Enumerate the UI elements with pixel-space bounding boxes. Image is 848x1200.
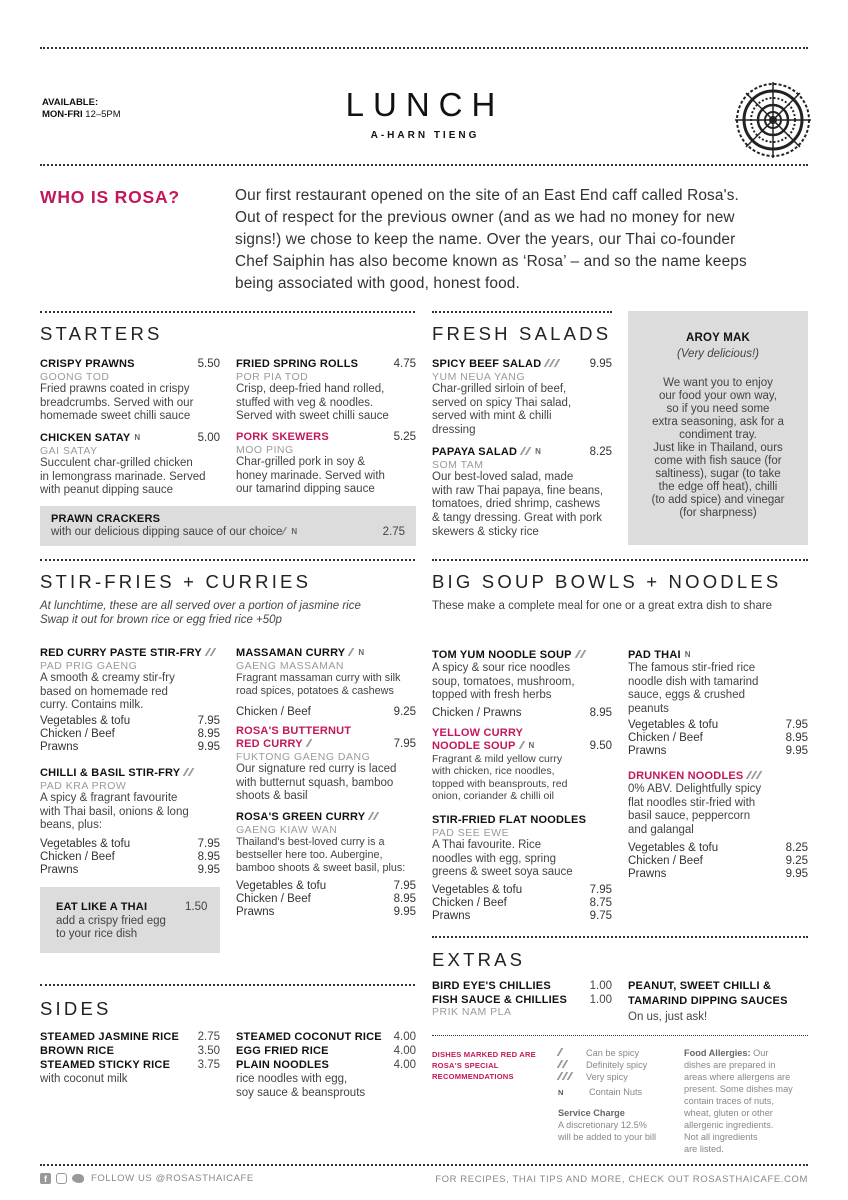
item-name: PAD THAI (628, 649, 681, 661)
section-title-starters: STARTERS (40, 323, 163, 344)
item-desc: Thailand's best-loved curry is a (236, 836, 385, 849)
item-desc: Succulent char-grilled chicken (40, 457, 193, 470)
option-row: Vegetables & tofu 7.95 (40, 838, 220, 851)
item-desc: to your rice dish (56, 928, 138, 940)
item-desc: bestseller here too. Aubergine, (236, 849, 383, 862)
item-desc: with Thai basil, onions & long (40, 805, 189, 818)
item-desc: and galangal (628, 823, 694, 836)
item-thai-name: PAD PRIG GAENG (40, 659, 138, 672)
item-desc: with raw Thai papaya, fine beans, (432, 484, 604, 497)
item-desc: with butternut squash, bamboo (236, 776, 394, 789)
section-title-salads: FRESH SALADS (432, 323, 612, 344)
option-row: Prawns 9.95 (628, 745, 808, 758)
item-name: STIR-FRIED FLAT NOODLES (432, 814, 587, 826)
item-desc: A Thai favourite. Rice (432, 839, 542, 852)
header-divider (40, 164, 808, 166)
item-thai-name: POR PIA TOD (236, 370, 309, 383)
option-row: Prawns 9.75 (432, 910, 612, 923)
aroy-mak-box (628, 311, 808, 545)
option-row: Chicken / Prawns 8.95 (432, 706, 612, 719)
item-name: PORK SKEWERS (236, 431, 329, 443)
item-name: NOODLE SOUP (432, 739, 516, 752)
menu-item-green-curry (236, 811, 416, 919)
intro-heading: WHO IS ROSA? (40, 187, 180, 207)
mandala-logo (733, 80, 813, 160)
item-name: ROSA'S GREEN CURRY (236, 811, 366, 823)
section-title-extras: EXTRAS (432, 949, 526, 970)
intro-line: Our first restaurant opened on the site of an East End caff called Rosa's. (235, 187, 739, 204)
item-name: PAPAYA SALAD (432, 446, 518, 458)
nut-icon: N (528, 740, 535, 750)
stir-note (40, 600, 361, 627)
item-desc: topped with beansprouts, red (432, 777, 568, 790)
item-name: CHICKEN SATAY (40, 432, 131, 444)
item-desc: Served with sweet chilli sauce (236, 410, 389, 423)
available-days: MON-FRI (42, 108, 83, 120)
legend-divider (432, 1035, 808, 1036)
nut-icon: N (684, 650, 691, 659)
section-title-stir-fries: STIR-FRIES + CURRIES (40, 571, 312, 592)
footer-divider (40, 1164, 808, 1166)
page-subtitle: A-HARN TIENG (370, 130, 480, 141)
note-line: At lunchtime, these are all served over a portion of jasmine rice (40, 600, 361, 612)
starters-divider (40, 311, 415, 313)
extra-item: FISH SAUCE & CHILLIES 1.00 (432, 994, 612, 1006)
menu-item-tom-yum-noodle-soup (432, 649, 612, 720)
item-desc: skewers & sticky rice (432, 525, 539, 538)
intro-line: signs!) we chose to keep the name. Over the years, our Thai co-founder (235, 231, 736, 248)
menu-item-pad-thai (628, 649, 808, 758)
option-row: Vegetables & tofu 8.25 (628, 842, 808, 855)
item-desc: road spices, potatoes & cashews (236, 685, 394, 698)
item-desc: Fragrant massaman curry with silk (236, 672, 401, 685)
chilli-icon (206, 647, 216, 660)
section-title-soup: BIG SOUP BOWLS + NOODLES (432, 571, 782, 592)
item-desc: rice noodles with egg, (236, 1073, 348, 1085)
option-row: Vegetables & tofu 7.95 (236, 879, 416, 892)
item-thai-name: GAI SATAY (40, 444, 98, 457)
sides-divider (40, 984, 415, 986)
item-thai-name: FUKTONG GAENG DANG (236, 750, 371, 763)
option-row: Chicken / Beef 9.25 (236, 705, 416, 718)
item-name: ROSA'S BUTTERNUT (236, 725, 352, 737)
chilli-icon (349, 647, 354, 660)
menu-item-chilli-basil-stir-fry (40, 767, 220, 877)
side-item: EGG FRIED RICE 4.00 (236, 1045, 416, 1057)
item-desc: The famous stir-fried rice (628, 661, 756, 674)
nut-icon: N (358, 648, 365, 657)
item-desc: A smooth & creamy stir-fry (40, 672, 175, 685)
eat-like-a-thai-box (40, 887, 220, 953)
service-charge-text: A discretionary 12.5% (558, 1120, 647, 1130)
menu-item-chicken-satay (40, 432, 220, 498)
item-desc: curry. Contains milk. (40, 699, 144, 712)
item-price: 7.95 (393, 738, 416, 750)
item-desc: topped with fresh herbs (432, 689, 552, 702)
item-desc: homemade sweet chilli sauce (40, 410, 191, 423)
side-item: PLAIN NOODLES 4.00 (236, 1059, 416, 1071)
note-line: Swap it out for brown rice or egg fried rice +50p (40, 613, 282, 626)
item-price: 5.50 (197, 358, 220, 370)
spice-legend: Can be spicy Definitely spicy Very spicy N Contain Nuts Service Charge A discretionary 12.5% will be added to your bill (558, 1047, 678, 1143)
extra-item: BIRD EYE'S CHILLIES 1.00 (432, 980, 612, 992)
item-desc: served on spicy Thai salad, (432, 396, 572, 409)
extras-list (432, 980, 612, 1018)
item-desc: add a crispy fried egg (56, 915, 166, 927)
menu-item-stir-fried-flat-noodles (432, 814, 612, 923)
item-desc: noodle dish with tamarind (628, 675, 759, 688)
item-price: 1.50 (185, 901, 208, 913)
sides-list-a (40, 1031, 220, 1087)
item-desc: based on homemade red (40, 685, 168, 698)
option-row: Chicken / Beef 8.95 (236, 892, 416, 905)
item-desc: with chicken, rice noodles, (432, 765, 555, 778)
item-name: FRIED SPRING ROLLS (236, 358, 359, 370)
item-desc: A spicy & fragrant favourite (40, 792, 178, 805)
soup-divider (432, 559, 808, 561)
chilli-icon (545, 358, 560, 371)
top-divider (40, 47, 808, 49)
chilli-icon (184, 767, 194, 780)
item-desc: beans, plus: (40, 819, 103, 832)
option-row: Vegetables & tofu 7.95 (40, 715, 220, 728)
item-thai-name: PAD KRA PROW (40, 779, 127, 792)
item-desc: greens & sweet soya sauce (432, 866, 573, 879)
chilli-icon (747, 770, 762, 783)
item-name: CRISPY PRAWNS (40, 358, 135, 370)
extras-divider (432, 936, 808, 938)
side-item: BROWN RICE 3.50 (40, 1045, 220, 1057)
option-row: Chicken / Beef 8.75 (432, 897, 612, 910)
chilli-icon (576, 649, 586, 662)
option-row: Prawns 9.95 (236, 905, 416, 918)
item-desc: in lemongrass marinade. Served (40, 470, 206, 483)
menu-item-crispy-prawns (40, 358, 220, 424)
menu-item-butternut-red-curry (236, 725, 416, 804)
facebook-icon[interactable]: f (40, 1173, 51, 1184)
menu-item-drunken-noodles (628, 770, 808, 881)
item-desc: soup, tomatoes, mushroom, (432, 675, 575, 688)
item-price: 9.50 (589, 740, 612, 752)
item-desc: basil sauce, peppercorn (628, 810, 751, 823)
item-name: MASSAMAN CURRY (236, 647, 346, 659)
item-thai-name: GAENG MASSAMAN (236, 659, 344, 672)
menu-item-spicy-beef-salad (432, 358, 612, 438)
red-dishes-note: DISHES MARKED RED ARE ROSA'S SPECIAL RECOMMENDATIONS (432, 1050, 536, 1081)
item-desc: & tangy dressing. Great with pork (432, 512, 603, 525)
extra-dipping-sauces (628, 980, 808, 1025)
item-desc: Our signature red curry is laced (236, 763, 397, 776)
item-desc: shoots & basil (236, 790, 308, 803)
intro-line: Out of respect for the previous owner (and as we had no money for new (235, 209, 735, 226)
item-thai-name: SOM TAM (432, 458, 484, 471)
menu-item-papaya-salad (432, 446, 612, 539)
available-hours: 12–5PM (85, 108, 121, 120)
aroy-subtitle: (Very delicious!) (676, 347, 760, 360)
social-links (40, 1173, 254, 1184)
menu-item-fried-spring-rolls (236, 358, 416, 424)
menu-item-yellow-curry-noodle-soup (432, 727, 612, 802)
item-desc: with our delicious dipping sauce of our choice (51, 526, 283, 538)
intro-line: Chef Saiphin has also become known as ‘Rosa’ – and so the name keeps (235, 253, 747, 270)
item-desc: A spicy & sour rice noodles (432, 661, 571, 674)
item-desc: our tamarind dipping sauce (236, 483, 375, 496)
menu-item-red-curry-paste-stir-fry (40, 647, 220, 754)
item-name: YELLOW CURRY (432, 727, 524, 739)
nut-icon: N (535, 447, 542, 456)
item-desc: noodles with egg, spring (432, 852, 557, 865)
nut-icon: N (291, 527, 298, 536)
item-price: 5.00 (197, 432, 220, 444)
item-desc: Our best-loved salad, made (432, 471, 574, 484)
item-name: DRUNKEN NOODLES (628, 770, 744, 782)
option-row: Prawns 9.95 (40, 741, 220, 754)
website-text[interactable]: FOR RECIPES, THAI TIPS AND MORE, CHECK OUT ROSASTHAICAFE.COM (435, 1174, 808, 1185)
item-desc: with peanut dipping sauce (40, 484, 173, 497)
item-name: PEANUT, SWEET CHILLI & (628, 980, 772, 992)
item-thai-name: PRIK NAM PLA (432, 1006, 512, 1018)
item-desc: Fried prawns coated in crispy (40, 383, 190, 396)
option-row: Vegetables & tofu 7.95 (432, 884, 612, 897)
item-thai-name: YUM NEUA YANG (432, 370, 526, 383)
service-charge-title: Service Charge (558, 1108, 625, 1118)
item-desc: flat noodles stir-fried with (628, 796, 756, 809)
option-row: Chicken / Beef 9.25 (628, 855, 808, 868)
item-desc: On us, just ask! (628, 1010, 708, 1023)
item-desc: honey marinade. Served with (236, 469, 385, 482)
chilli-icon (520, 740, 525, 753)
chilli-icon (558, 1071, 586, 1083)
item-thai-name: MOO PING (236, 443, 294, 456)
sides-list-b (236, 1031, 416, 1100)
option-row: Prawns 9.95 (40, 864, 220, 877)
item-desc: onion, coriander & chilli oil (432, 790, 554, 803)
item-thai-name: PAD SEE EWE (432, 826, 510, 839)
item-desc: with coconut milk (40, 1073, 128, 1085)
item-desc: soy sauce & beansprouts (236, 1086, 366, 1099)
intro-line: being associated with good, honest food. (235, 275, 520, 292)
available-label: AVAILABLE: (42, 97, 99, 108)
service-charge-text: will be added to your bill (558, 1132, 657, 1142)
food-allergies-note: Food Allergies: Our dishes are prepared in areas where allergens are present. Some dishes may contain traces of nuts, wheat, gluten or other allergenic ingredients. Not all ingredients are listed. (684, 1048, 793, 1154)
menu-item-massaman-curry (236, 647, 416, 719)
aroy-title: AROY MAK (685, 332, 750, 344)
item-name: PRAWN CRACKERS (51, 513, 161, 525)
soup-note: These make a complete meal for one or a great extra dish to share (432, 600, 773, 612)
prawn-crackers-box (40, 506, 416, 546)
item-price: 4.75 (393, 358, 416, 370)
item-name: TAMARIND DIPPING SAUCES (628, 994, 788, 1007)
side-item: STEAMED STICKY RICE 3.75 (40, 1059, 220, 1071)
item-name: RED CURRY PASTE STIR-FRY (40, 647, 202, 659)
option-row: Vegetables & tofu 7.95 (628, 719, 808, 732)
chilli-icon (307, 738, 312, 751)
item-thai-name: GAENG KIAW WAN (236, 823, 338, 836)
item-thai-name: GOONG TOD (40, 370, 110, 383)
item-price: 8.25 (589, 446, 612, 458)
item-desc: breadcrumbs. Served with our (40, 396, 194, 409)
item-desc: bamboo shoots & sweet basil, plus: (236, 861, 406, 874)
item-name: RED CURRY (236, 737, 303, 750)
availability (42, 97, 121, 121)
side-item: STEAMED JASMINE RICE 2.75 (40, 1031, 220, 1043)
item-desc: tomatoes, dried shrimp, cashews (432, 498, 601, 511)
item-desc: sauce, eggs & crushed (628, 689, 745, 702)
item-name: SPICY BEEF SALAD (432, 358, 542, 370)
chilli-icon (558, 1059, 586, 1071)
follow-us-text[interactable]: FOLLOW US @ROSASTHAICAFE (91, 1173, 254, 1184)
chilli-icon (369, 811, 379, 824)
menu-item-pork-skewers (236, 431, 416, 497)
instagram-icon[interactable] (56, 1173, 67, 1184)
item-desc: Crisp, deep-fried hand rolled, (236, 383, 385, 396)
item-name: CHILLI & BASIL STIR-FRY (40, 767, 181, 779)
chilli-icon (521, 446, 531, 459)
salads-divider (432, 311, 612, 313)
option-row: Prawns 9.95 (628, 868, 808, 881)
item-price: 2.75 (382, 526, 405, 538)
option-row: Chicken / Beef 8.95 (40, 851, 220, 864)
item-desc: Char-grilled sirloin of beef, (432, 383, 567, 396)
section-title-sides: SIDES (40, 998, 112, 1019)
item-desc: served with mint & chilli (432, 410, 552, 423)
item-price: 5.25 (393, 431, 416, 443)
page-title: LUNCH (345, 86, 505, 123)
item-desc: dressing (432, 424, 476, 437)
option-row: Chicken / Beef 8.95 (40, 728, 220, 741)
chilli-icon (558, 1047, 586, 1059)
aroy-text: We want you to enjoy our food your own way, so if you need some extra seasoning, ask for a condiment tray. Just like in Thailand, ours come with fish sauce (for saltiness), sugar (to take the edge off heat), chilli (to add spice) and vinegar (for sharpness) (651, 377, 785, 520)
item-desc: 0% ABV. Delightfully spicy (628, 782, 762, 795)
item-desc: stuffed with veg & noodles. (236, 396, 374, 409)
item-name: TOM YUM NOODLE SOUP (432, 649, 572, 661)
twitter-icon[interactable] (72, 1174, 84, 1183)
item-desc: Fragrant & mild yellow curry (432, 752, 563, 765)
item-desc: peanuts (628, 702, 669, 715)
nut-icon: N (134, 433, 141, 442)
nut-icon: N (558, 1088, 564, 1097)
item-desc: Char-grilled pork in soy & (236, 456, 366, 469)
intro-text (235, 185, 747, 295)
stir-divider (40, 559, 415, 561)
side-item: STEAMED COCONUT RICE 4.00 (236, 1031, 416, 1043)
item-name: EAT LIKE A THAI (56, 901, 148, 913)
option-row: Chicken / Beef 8.95 (628, 732, 808, 745)
item-price: 9.95 (589, 358, 612, 370)
